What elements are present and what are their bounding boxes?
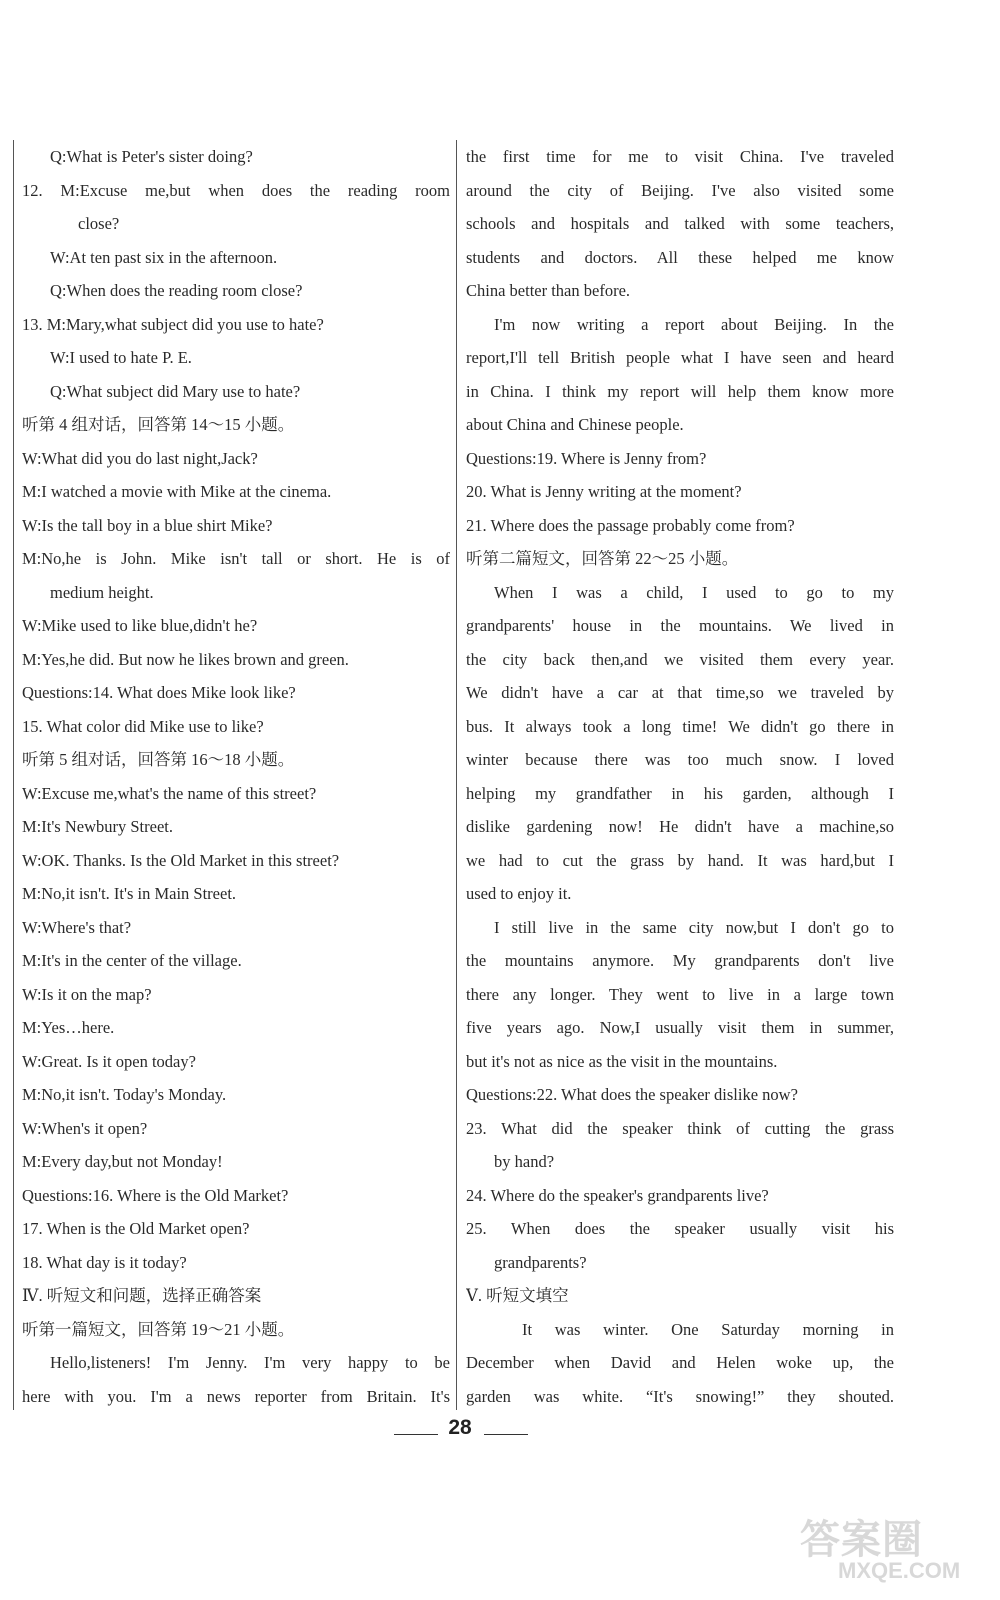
text-line: M:No,it isn't. It's in Main Street.: [22, 884, 237, 903]
text-line: grandparents?: [494, 1252, 587, 1272]
text-line: helping my grandfather in his garden, although I: [466, 783, 894, 803]
text-line: W:Is it on the map?: [22, 984, 152, 1004]
text-line: China better than before.: [466, 281, 631, 300]
text-line: M:It's in the center of the village.: [22, 951, 242, 970]
text-line: five years ago. Now,I usually visit them in summer,: [466, 1018, 894, 1037]
text-line: 15. What color did Mike use to like?: [22, 716, 264, 736]
text-line: 听第一篇短文，回答第 19～21 小题。: [22, 1319, 295, 1339]
text-line: 听第二篇短文，回答第 22～25 小题。: [466, 549, 739, 568]
text-line: the mountains anymore. My grandparents don't live: [466, 951, 894, 970]
text-line: Q:What subject did Mary use to hate?: [50, 381, 301, 401]
text-line: medium height.: [50, 582, 154, 602]
text-line: W:Is the tall boy in a blue shirt Mike?: [22, 515, 273, 535]
text-line: 12. M:Excuse me,but when does the reading room: [22, 180, 450, 200]
text-line: We didn't have a car at that time,so we traveled by: [466, 683, 894, 702]
text-line: 17. When is the Old Market open?: [22, 1219, 250, 1238]
text-line: 23. What did the speaker think of cutting the grass: [466, 1118, 894, 1138]
text-line: Ⅳ. 听短文和问题，选择正确答案: [22, 1286, 262, 1305]
text-line: W:Excuse me,what's the name of this street?: [22, 783, 317, 803]
text-line: but it's not as nice as the visit in the mountains.: [466, 1051, 778, 1071]
text-line: Questions:19. Where is Jenny from?: [466, 448, 707, 468]
column-divider: [456, 140, 457, 1410]
text-line: 24. Where do the speaker's grandparents live?: [466, 1185, 769, 1205]
text-line: It was winter. One Saturday morning in: [522, 1319, 894, 1339]
watermark-url: MXQE.COM: [838, 1558, 961, 1583]
left-column: [22, 140, 450, 1413]
text-line: 听第 5 组对话，回答第 16～18 小题。: [22, 750, 295, 769]
text-line: 25. When does the speaker usually visit his: [466, 1219, 894, 1238]
text-line: 听第 4 组对话，回答第 14～15 小题。: [22, 415, 295, 434]
text-line: grandparents' house in the mountains. We lived in: [466, 616, 894, 635]
text-line: students and doctors. All these helped me know: [466, 247, 894, 267]
text-line: the first time for me to visit China. I've traveled: [466, 147, 894, 166]
text-line: here with you. I'm a news reporter from Britain. It's: [22, 1386, 450, 1406]
text-line: close?: [78, 214, 120, 233]
text-line: about China and Chinese people.: [466, 415, 684, 434]
text-line: W:What did you do last night,Jack?: [22, 448, 258, 468]
text-line: December when David and Helen woke up, the: [466, 1353, 894, 1372]
text-line: there any longer. They went to live in a large town: [466, 984, 894, 1004]
text-line: we had to cut the grass by hand. It was hard,but I: [466, 850, 894, 870]
text-line: 20. What is Jenny writing at the moment?: [466, 482, 742, 501]
watermark-text: 答案圈: [800, 1518, 923, 1562]
text-line: Questions:16. Where is the Old Market?: [22, 1185, 289, 1205]
text-line: the city back then,and we visited them every year.: [466, 649, 894, 669]
text-line: Q:What is Peter's sister doing?: [50, 147, 253, 166]
text-line: W:Mike used to like blue,didn't he?: [22, 616, 258, 635]
page-footer: [0, 1412, 1000, 1452]
text-line: bus. It always took a long time! We didn't go there in: [466, 716, 894, 736]
text-line: M:Yes,he did. But now he likes brown and green.: [22, 649, 349, 669]
text-line: 13. M:Mary,what subject did you use to hate?: [22, 314, 324, 334]
text-line: 18. What day is it today?: [22, 1252, 187, 1272]
text-line: dislike gardening now! He didn't have a machine,so: [466, 817, 894, 836]
text-line: used to enjoy it.: [466, 884, 572, 903]
text-line: Ⅴ. 听短文填空: [466, 1286, 569, 1305]
text-line: M:Yes…here.: [22, 1018, 115, 1037]
text-line: M:No,he is John. Mike isn't tall or short. He is of: [22, 549, 450, 568]
text-line: 21. Where does the passage probably come from?: [466, 515, 795, 535]
text-line: winter because there was too much snow. I loved: [466, 750, 894, 769]
text-line: garden was white. “It's snowing!” they shouted.: [466, 1386, 894, 1406]
text-line: M:It's Newbury Street.: [22, 817, 173, 836]
footer-rule-right: [484, 1434, 528, 1435]
text-line: report,I'll tell British people what I have seen and heard: [466, 348, 894, 367]
text-line: by hand?: [494, 1152, 555, 1171]
text-line: W:At ten past six in the afternoon.: [50, 247, 278, 267]
text-line: around the city of Beijing. I've also visited some: [466, 180, 894, 200]
text-line: When I was a child, I used to go to my: [494, 582, 894, 602]
text-line: W:Where's that?: [22, 917, 132, 937]
page-number: 28: [448, 1416, 472, 1439]
text-line: W:I used to hate P. E.: [50, 348, 192, 367]
text-line: W:When's it open?: [22, 1118, 148, 1138]
right-column: [466, 140, 894, 1413]
text-line: M:I watched a movie with Mike at the cinema.: [22, 482, 332, 501]
text-line: W:OK. Thanks. Is the Old Market in this street?: [22, 850, 340, 870]
text-line: Questions:14. What does Mike look like?: [22, 683, 296, 702]
text-line: schools and hospitals and talked with some teachers,: [466, 214, 894, 233]
left-margin-rule: [13, 140, 14, 1410]
watermark-logo: [800, 1508, 980, 1588]
text-line: M:No,it isn't. Today's Monday.: [22, 1085, 227, 1104]
text-line: Hello,listeners! I'm Jenny. I'm very happy to be: [50, 1353, 450, 1372]
text-line: I'm now writing a report about Beijing. In the: [494, 314, 894, 334]
text-line: Questions:22. What does the speaker dislike now?: [466, 1085, 798, 1104]
text-line: Q:When does the reading room close?: [50, 281, 303, 300]
text-line: W:Great. Is it open today?: [22, 1051, 196, 1071]
footer-rule-left: [394, 1434, 438, 1435]
text-line: in China. I think my report will help them know more: [466, 381, 894, 401]
text-line: I still live in the same city now,but I don't go to: [494, 917, 894, 937]
text-line: M:Every day,but not Monday!: [22, 1152, 223, 1171]
